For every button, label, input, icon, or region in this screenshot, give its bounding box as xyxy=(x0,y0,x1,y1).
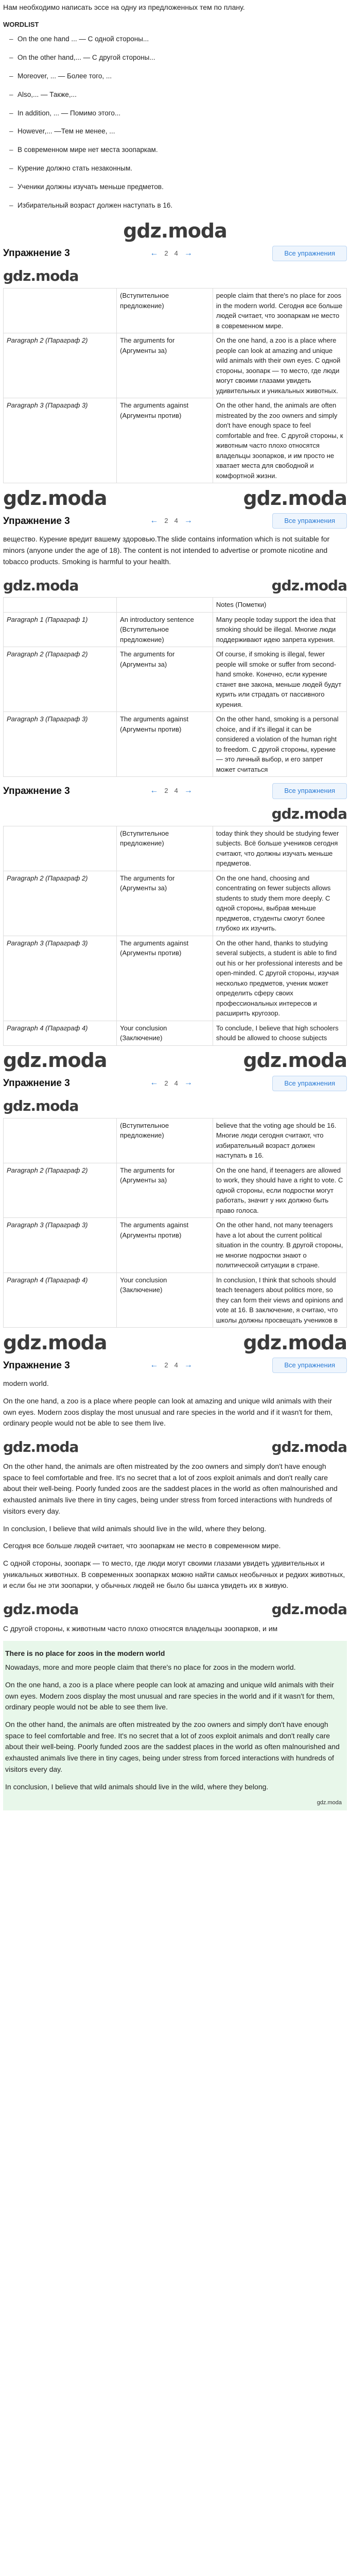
table-cell: people claim that there's no place for zoos in the modern world. Сегодня все больше людей считает, что зоопаркам не место в современном мире. xyxy=(213,289,346,333)
list-item: – In addition, ... — Помимо этого... xyxy=(9,108,347,119)
table-cell: The arguments for (Аргументы за) xyxy=(117,333,213,398)
watermark-row xyxy=(3,1094,347,1118)
watermark: gdz.moda xyxy=(123,219,227,242)
exercise-nav xyxy=(150,515,192,528)
table-cell: Notes (Пометки) xyxy=(213,598,346,613)
essay-paragraph: In conclusion, I believe that wild animals should live in the wild, where they belong. xyxy=(3,1524,267,1533)
exercise-header xyxy=(3,780,347,802)
table-cell: The arguments for (Аргументы за) xyxy=(117,871,213,936)
plan-table xyxy=(3,288,347,483)
essay-paragraph: Сегодня все больше людей считает, что зоопаркам не место в современном мире. xyxy=(3,1541,281,1550)
table-cell: Paragraph 4 (Параграф 4) xyxy=(4,1021,117,1045)
watermark-row xyxy=(3,219,347,243)
exercise-header xyxy=(3,510,347,532)
plan-table xyxy=(3,826,347,1046)
watermark: gdz.moda xyxy=(243,486,347,510)
arrow-right-icon[interactable]: → xyxy=(184,516,192,525)
watermark-row xyxy=(3,1435,347,1459)
all-exercises-button[interactable]: Все упражнения xyxy=(272,246,347,261)
next-exercise-number[interactable]: 4 xyxy=(174,787,178,795)
table-cell: The arguments against (Аргументы против) xyxy=(117,1218,213,1273)
table-cell xyxy=(4,1118,117,1163)
table-cell: Paragraph 3 (Параграф 3) xyxy=(4,712,117,777)
table-cell: On the one hand, choosing and concentrating on fewer subjects allows students to study them more deeply. С одной стороны, выбрав меньше предметов, студенты смогут более глубоко их изучить. xyxy=(213,871,346,936)
essay-highlight-block xyxy=(3,1641,347,1811)
table-cell: The arguments against (Аргументы против) xyxy=(117,936,213,1021)
table-row xyxy=(4,1118,347,1163)
table-cell xyxy=(117,598,213,613)
table-row xyxy=(4,871,347,936)
table-cell xyxy=(4,289,117,333)
list-item: – Курение должно стать незаконным. xyxy=(9,163,347,174)
arrow-left-icon[interactable]: ← xyxy=(150,1078,159,1088)
essay-paragraph: С одной стороны, зоопарк — то место, где люди могут своими глазами увидеть удивительных и уникальных животных. В современных зоопарках можно найти самых необычных и редких животных, и если бы не эти зоопарки, у обычных людей не было бы шанса увидеть их в живую. xyxy=(3,1558,345,1590)
table-cell: On the one hand, a zoo is a place where people can look at amazing and unique wild animals with their own eyes. С одной стороны, зоопарк — то место, где люди могут своими глазами увидеть удивительных и уникальных животных. xyxy=(213,333,346,398)
table-cell: Paragraph 3 (Параграф 3) xyxy=(4,1218,117,1273)
table-cell: believe that the voting age should be 16. Многие люди сегодня считают, что избирательный возраст должен наступать в 16. xyxy=(213,1118,346,1163)
watermark-row xyxy=(3,1331,347,1354)
exercise-header xyxy=(3,1073,347,1094)
essay-paragraph: On the other hand, the animals are often mistreated by the zoo owners and simply don't have enough space to feel comfortable and free. It's no secret that a lot of zoos exploit animals and don't really care about their well-being. Poorly funded zoos are the saddest places in the world as often malnourished and exhausted animals live there in tiny cages, being under stress from forced interactions with hundreds of visitors every day. xyxy=(3,1462,338,1515)
arrow-left-icon[interactable]: ← xyxy=(150,786,159,795)
table-cell: Paragraph 3 (Параграф 3) xyxy=(4,398,117,483)
wordlist xyxy=(3,34,347,211)
table-cell: On the other hand, smoking is a personal choice, and if it's illegal it can be considered a violation of the human right to freedom. С другой стороны, курение — это личный выбор, и его запрет может считаться xyxy=(213,712,346,777)
all-exercises-button[interactable]: Все упражнения xyxy=(272,783,347,799)
arrow-left-icon[interactable]: ← xyxy=(150,1360,159,1369)
watermark: gdz.moda xyxy=(3,577,79,594)
table-row xyxy=(4,1021,347,1045)
exercise-nav xyxy=(150,1077,192,1090)
watermark: gdz.moda xyxy=(271,577,347,594)
arrow-right-icon[interactable]: → xyxy=(184,786,192,795)
table-cell: On the other hand, the animals are often mistreated by the zoo owners and simply don't have enough space to feel comfortable and free. С другой стороны, к животным часто плохо относятся владельцы зоопарков, и им просто не хватает места для свободной и комфортной жизни. xyxy=(213,398,346,483)
table-cell: On the other hand, thanks to studying several subjects, a student is able to find out his or her professional interests and be open-minded. С другой стороны, изучая несколько предметов, ученик может определить сферу своих профессиональных интересов и расширить кругозор. xyxy=(213,936,346,1021)
table-row xyxy=(4,398,347,483)
table-cell: Paragraph 3 (Параграф 3) xyxy=(4,936,117,1021)
table-row xyxy=(4,826,347,871)
wordlist-title: WORDLIST xyxy=(3,20,39,28)
essay-paragraph: On the one hand, a zoo is a place where people can look at amazing and unique wild animals with their own eyes. Modern zoos display the most unusual and rare species in the world and if it wasn't for them, ordinary people would not be able to see them live. xyxy=(5,1681,335,1711)
watermark-row xyxy=(3,486,347,510)
exercise-nav xyxy=(150,247,192,260)
watermark: gdz.moda xyxy=(3,1097,79,1114)
watermark: gdz.moda xyxy=(3,486,107,510)
all-exercises-button[interactable]: Все упражнения xyxy=(272,1358,347,1373)
table-cell: On the one hand, if teenagers are allowed to work, they should have a right to vote. С одной стороны, если подростки могут работать, значит у них должно быть право голоса. xyxy=(213,1163,346,1218)
watermark: gdz.moda xyxy=(271,1601,347,1618)
table-row xyxy=(4,289,347,333)
exercise-title: Упражнение 3 xyxy=(3,1360,70,1371)
table-cell: The arguments for (Аргументы за) xyxy=(117,1163,213,1218)
table-cell: Your conclusion (Заключение) xyxy=(117,1021,213,1045)
next-exercise-number[interactable]: 4 xyxy=(174,1079,178,1087)
next-exercise-number[interactable]: 4 xyxy=(174,1361,178,1369)
prev-exercise-number[interactable]: 2 xyxy=(164,517,168,525)
table-cell xyxy=(4,826,117,871)
table-cell: (Вступительное предложение) xyxy=(117,289,213,333)
exercise-nav xyxy=(150,1359,192,1372)
essay-paragraph: Nowadays, more and more people claim that there's no place for zoos in the modern world. xyxy=(5,1663,296,1672)
watermark: gdz.moda xyxy=(271,805,347,822)
table-cell: The arguments for (Аргументы за) xyxy=(117,647,213,712)
watermark: gdz.moda xyxy=(3,1331,107,1354)
exercise-nav xyxy=(150,785,192,798)
list-item: – Ученики должны изучать меньше предметов. xyxy=(9,182,347,193)
plan-table xyxy=(3,1118,347,1328)
list-item: – Moreover, ... — Более того, ... xyxy=(9,71,347,82)
watermark-row xyxy=(3,802,347,826)
table-cell: Of course, if smoking is illegal, fewer people will smoke or suffer from second-hand smoke. Конечно, если курение станет вне закона, меньше людей будут курить или страдать от пассивного курения. xyxy=(213,647,346,712)
table-cell: Paragraph 2 (Параграф 2) xyxy=(4,1163,117,1218)
table-cell: The arguments against (Аргументы против) xyxy=(117,398,213,483)
watermark: gdz.moda xyxy=(3,1438,79,1456)
exercise-title: Упражнение 3 xyxy=(3,785,70,796)
watermark: gdz.moda xyxy=(271,1438,347,1456)
essay-paragraph: С другой стороны, к животным часто плохо относятся владельцы зоопарков, и им xyxy=(3,1624,278,1633)
table-cell: In conclusion, I think that schools should teach teenagers about politics more, so they can form their views and opinions and vote at 16. В заключение, я считаю, что школы должны просвещать учеников в xyxy=(213,1273,346,1328)
arrow-left-icon[interactable]: ← xyxy=(150,248,159,258)
watermark-row xyxy=(3,573,347,597)
table-cell xyxy=(4,598,117,613)
essay-title: There is no place for zoos in the modern world xyxy=(5,1649,165,1657)
arrow-right-icon[interactable]: → xyxy=(184,1360,192,1369)
watermark: gdz.moda xyxy=(317,1800,342,1806)
essay-paragraph: In conclusion, I believe that wild animals should live in the wild, where they belong. xyxy=(5,1782,269,1791)
table-cell: Many people today support the idea that smoking should be illegal. Многие люди поддерживают идею запрета курения. xyxy=(213,612,346,647)
list-item: – On the other hand,... — С другой стороны... xyxy=(9,53,347,63)
watermark: gdz.moda xyxy=(3,1601,79,1618)
table-cell: Paragraph 2 (Параграф 2) xyxy=(4,647,117,712)
arrow-left-icon[interactable]: ← xyxy=(150,516,159,525)
watermark-row xyxy=(3,1598,347,1621)
table-cell: (Вступительное предложение) xyxy=(117,1118,213,1163)
table-cell: The arguments against (Аргументы против) xyxy=(117,712,213,777)
smoking-disclaimer: вещество. Курение вредит вашему здоровью.The slide contains information which is not suitable for minors (anyone under the age of 18). The content is not intended to advertise or promote nicotine and tobacco products. Smoking is harmful to your health. xyxy=(3,535,330,566)
exercise-title: Упражнение 3 xyxy=(3,515,70,527)
prev-exercise-number[interactable]: 2 xyxy=(164,1361,168,1369)
list-item: – On the one hand ... — С одной стороны... xyxy=(9,34,347,45)
list-item: – В современном мире нет места зоопаркам. xyxy=(9,145,347,156)
list-item: – However,... —Тем не менее, ... xyxy=(9,126,347,137)
table-cell: Your conclusion (Заключение) xyxy=(117,1273,213,1328)
table-cell: Paragraph 1 (Параграф 1) xyxy=(4,612,117,647)
table-row xyxy=(4,936,347,1021)
all-exercises-button[interactable]: Все упражнения xyxy=(272,513,347,529)
arrow-right-icon[interactable]: → xyxy=(184,248,192,258)
prev-exercise-number[interactable]: 2 xyxy=(164,1079,168,1087)
table-row xyxy=(4,1273,347,1328)
next-exercise-number[interactable]: 4 xyxy=(174,249,178,258)
table-row xyxy=(4,333,347,398)
table-row xyxy=(4,1218,347,1273)
table-cell: Paragraph 4 (Параграф 4) xyxy=(4,1273,117,1328)
table-row xyxy=(4,612,347,647)
essay-paragraph: modern world. xyxy=(3,1379,49,1388)
table-cell: Paragraph 2 (Параграф 2) xyxy=(4,333,117,398)
exercise-header xyxy=(3,1354,347,1376)
intro-text: Нам необходимо написать эссе на одну из предложенных тем по плану. xyxy=(3,3,245,11)
watermark-row xyxy=(3,264,347,288)
watermark: gdz.moda xyxy=(3,1049,107,1072)
table-row xyxy=(4,598,347,613)
table-cell: (Вступительное предложение) xyxy=(117,826,213,871)
list-item: – Избирательный возраст должен наступать в 16. xyxy=(9,200,347,211)
watermark: gdz.moda xyxy=(3,267,79,285)
arrow-right-icon[interactable]: → xyxy=(184,1078,192,1088)
table-cell: Paragraph 2 (Параграф 2) xyxy=(4,871,117,936)
table-cell: today think they should be studying fewer subjects. Всё больше учеников сегодня считают, что должны изучать меньше предметов. xyxy=(213,826,346,871)
exercise-title: Упражнение 3 xyxy=(3,1077,70,1089)
table-cell: On the other hand, not many teenagers have a lot about the current political situation in the country. В другой стороны, не многие подростки знают о политической ситуации в стране. xyxy=(213,1218,346,1273)
table-row xyxy=(4,1163,347,1218)
prev-exercise-number[interactable]: 2 xyxy=(164,249,168,258)
next-exercise-number[interactable]: 4 xyxy=(174,517,178,525)
watermark: gdz.moda xyxy=(243,1049,347,1072)
list-item: – Also,... — Также,... xyxy=(9,90,347,100)
all-exercises-button[interactable]: Все упражнения xyxy=(272,1076,347,1091)
table-row xyxy=(4,712,347,777)
prev-exercise-number[interactable]: 2 xyxy=(164,787,168,795)
exercise-title: Упражнение 3 xyxy=(3,248,70,259)
watermark-row xyxy=(3,1049,347,1073)
essay-paragraph: On the one hand, a zoo is a place where people can look at amazing and unique wild animals with their own eyes. Modern zoos display the most unusual and rare species in the world and if it wasn't for them, ordinary people would not be able to see them live. xyxy=(3,1397,333,1428)
table-row xyxy=(4,647,347,712)
essay-paragraph: On the other hand, the animals are often mistreated by the zoo owners and simply don't have enough space to feel comfortable and free. It's no secret that a lot of zoos exploit animals and don't really care about their well-being. Poorly funded zoos are the saddest places in the world as often malnourished and exhausted animals live there in tiny cages, being under stress from forced interactions with hundreds of visitors every day. xyxy=(5,1720,340,1773)
plan-table xyxy=(3,597,347,777)
table-cell: An introductory sentence (Вступительное предложение) xyxy=(117,612,213,647)
table-cell: To conclude, I believe that high schoolers should be allowed to choose subjects xyxy=(213,1021,346,1045)
watermark: gdz.moda xyxy=(243,1331,347,1354)
